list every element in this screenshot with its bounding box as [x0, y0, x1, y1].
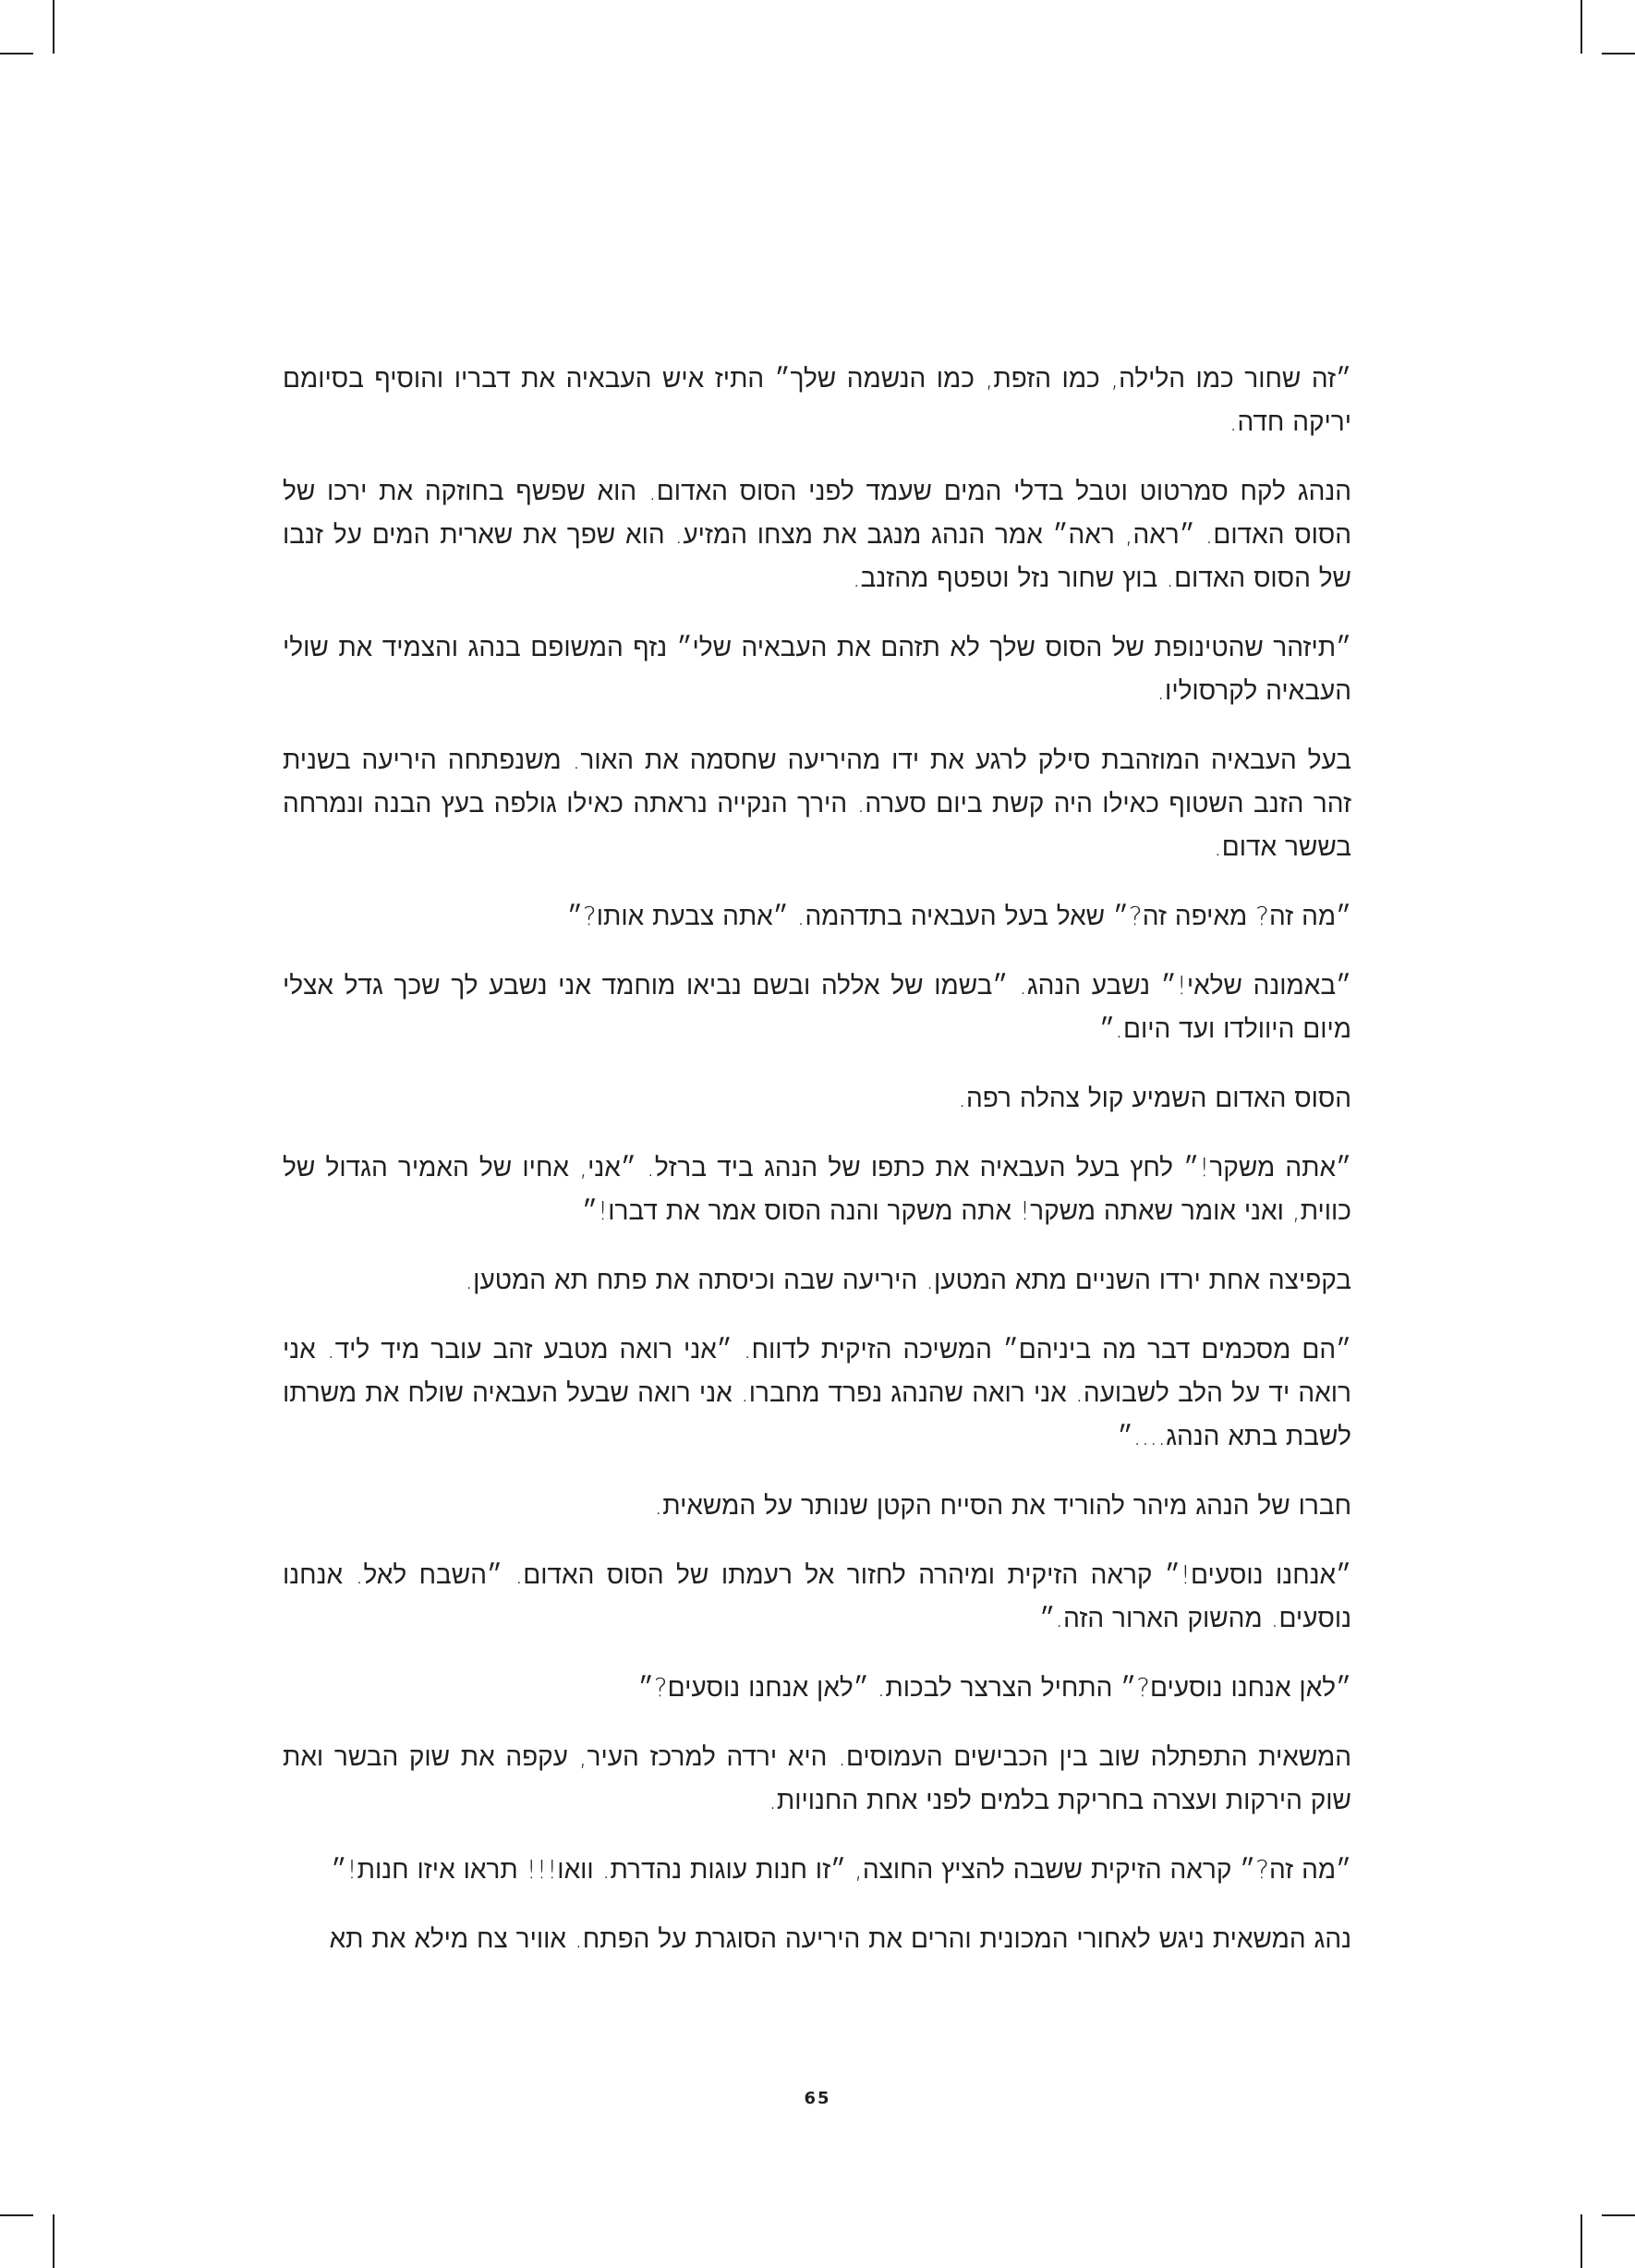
- crop-mark-bottom-right-horizontal: [1602, 2214, 1635, 2216]
- crop-mark-top-right-vertical: [1580, 0, 1582, 54]
- paragraph: הסוס האדום השמיע קול צהלה רפה.: [958, 1083, 1351, 1113]
- paragraph: ״מה זה?״ קראה הזיקית ששבה להציץ החוצה, ״זו חנות עוגות נהדרת. וואו!!! תראו איזו חנות!״: [331, 1854, 1351, 1885]
- crop-mark-bottom-left-horizontal: [0, 2214, 33, 2216]
- crop-mark-bottom-left-vertical: [53, 2214, 54, 2268]
- body-text: [283, 357, 1351, 1986]
- paragraph: המשאית התפתלה שוב בין הכבישים העמוסים. היא ירדה למרכז העיר, עקפה את שוק הבשר ואת שוק הירקות ועצרה בחריקת בלמים לפני אחת החנויות.: [283, 1741, 1351, 1815]
- paragraph: ״אנחנו נוסעים!״ קראה הזיקית ומיהרה לחזור אל רעמתו של הסוס האדום. ״השבח לאל. אנחנו נוסעים. מהשוק הארור הזה.״: [283, 1559, 1351, 1633]
- crop-mark-bottom-right-vertical: [1580, 2214, 1582, 2268]
- crop-mark-top-left-horizontal: [0, 53, 33, 55]
- paragraph: ״הם מסכמים דבר מה ביניהם״ המשיכה הזיקית לדווח. ״אני רואה מטבע זהב עובר מיד ליד. אני רואה יד על הלב לשבועה. אני רואה שהנהג נפרד מחברו. אני רואה שבעל העבאיה שולח את משרתו לשבת בתא הנהג....״: [283, 1334, 1351, 1451]
- crop-mark-top-left-vertical: [53, 0, 54, 54]
- crop-mark-top-right-horizontal: [1602, 53, 1635, 55]
- paragraph: ״זה שחור כמו הלילה, כמו הזפת, כמו הנשמה שלך״ התיז איש העבאיה את דבריו והוסיף בסיומם יריקה חדה.: [283, 363, 1351, 437]
- paragraph: בעל העבאיה המוזהבת סילק לרגע את ידו מהיריעה שחסמה את האור. משנפתחה היריעה בשנית זהר הזנב השטוף כאילו היה קשת ביום סערה. הירך הנקייה נראתה כאילו גולפה בעץ הבנה ונמרחה בששר אדום.: [283, 745, 1351, 862]
- paragraph: ״באמונה שלאי!״ נשבע הנהג. ״בשמו של אללה ובשם נביאו מוחמד אני נשבע לך שכך גדל אצלי מיום היוולדו ועד היום.״: [283, 970, 1351, 1044]
- page-number: 65: [804, 2089, 831, 2108]
- paragraph: נהג המשאית ניגש לאחורי המכונית והרים את היריעה הסוגרת על הפתח. אוויר צח מילא את תא: [329, 1923, 1351, 1954]
- paragraph: הנהג לקח סמרטוט וטבל בדלי המים שעמד לפני הסוס האדום. הוא שפשף בחוזקה את ירכו של הסוס האדום. ״ראה, ראה״ אמר הנהג מנגב את מצחו המזיע. הוא שפך את שארית המים על זנבו של הסוס האדום. בוץ שחור נזל וטפטף מהזנב.: [283, 476, 1351, 593]
- paragraph: חברו של הנהג מיהר להוריד את הסייח הקטן שנותר על המשאית.: [654, 1490, 1351, 1521]
- paragraph: בקפיצה אחת ירדו השניים מתא המטען. היריעה שבה וכיסתה את פתח תא המטען.: [465, 1265, 1351, 1295]
- paragraph: ״מה זה? מאיפה זה?״ שאל בעל העבאיה בתדהמה. ״אתה צבעת אותו?״: [566, 901, 1351, 931]
- paragraph: ״לאן אנחנו נוסעים?״ התחיל הצרצר לבכות. ״לאן אנחנו נוסעים?״: [637, 1672, 1351, 1703]
- paragraph: ״אתה משקר!״ לחץ בעל העבאיה את כתפו של הנהג ביד ברזל. ״אני, אחיו של האמיר הגדול של כווית, ואני אומר שאתה משקר! אתה משקר והנה הסוס אמר את דברו!״: [283, 1152, 1351, 1226]
- paragraph: ״תיזהר שהטינופת של הסוס שלך לא תזהם את העבאיה שלי״ נזף המשופם בנהג והצמיד את שולי העבאיה לקרסוליו.: [283, 632, 1351, 706]
